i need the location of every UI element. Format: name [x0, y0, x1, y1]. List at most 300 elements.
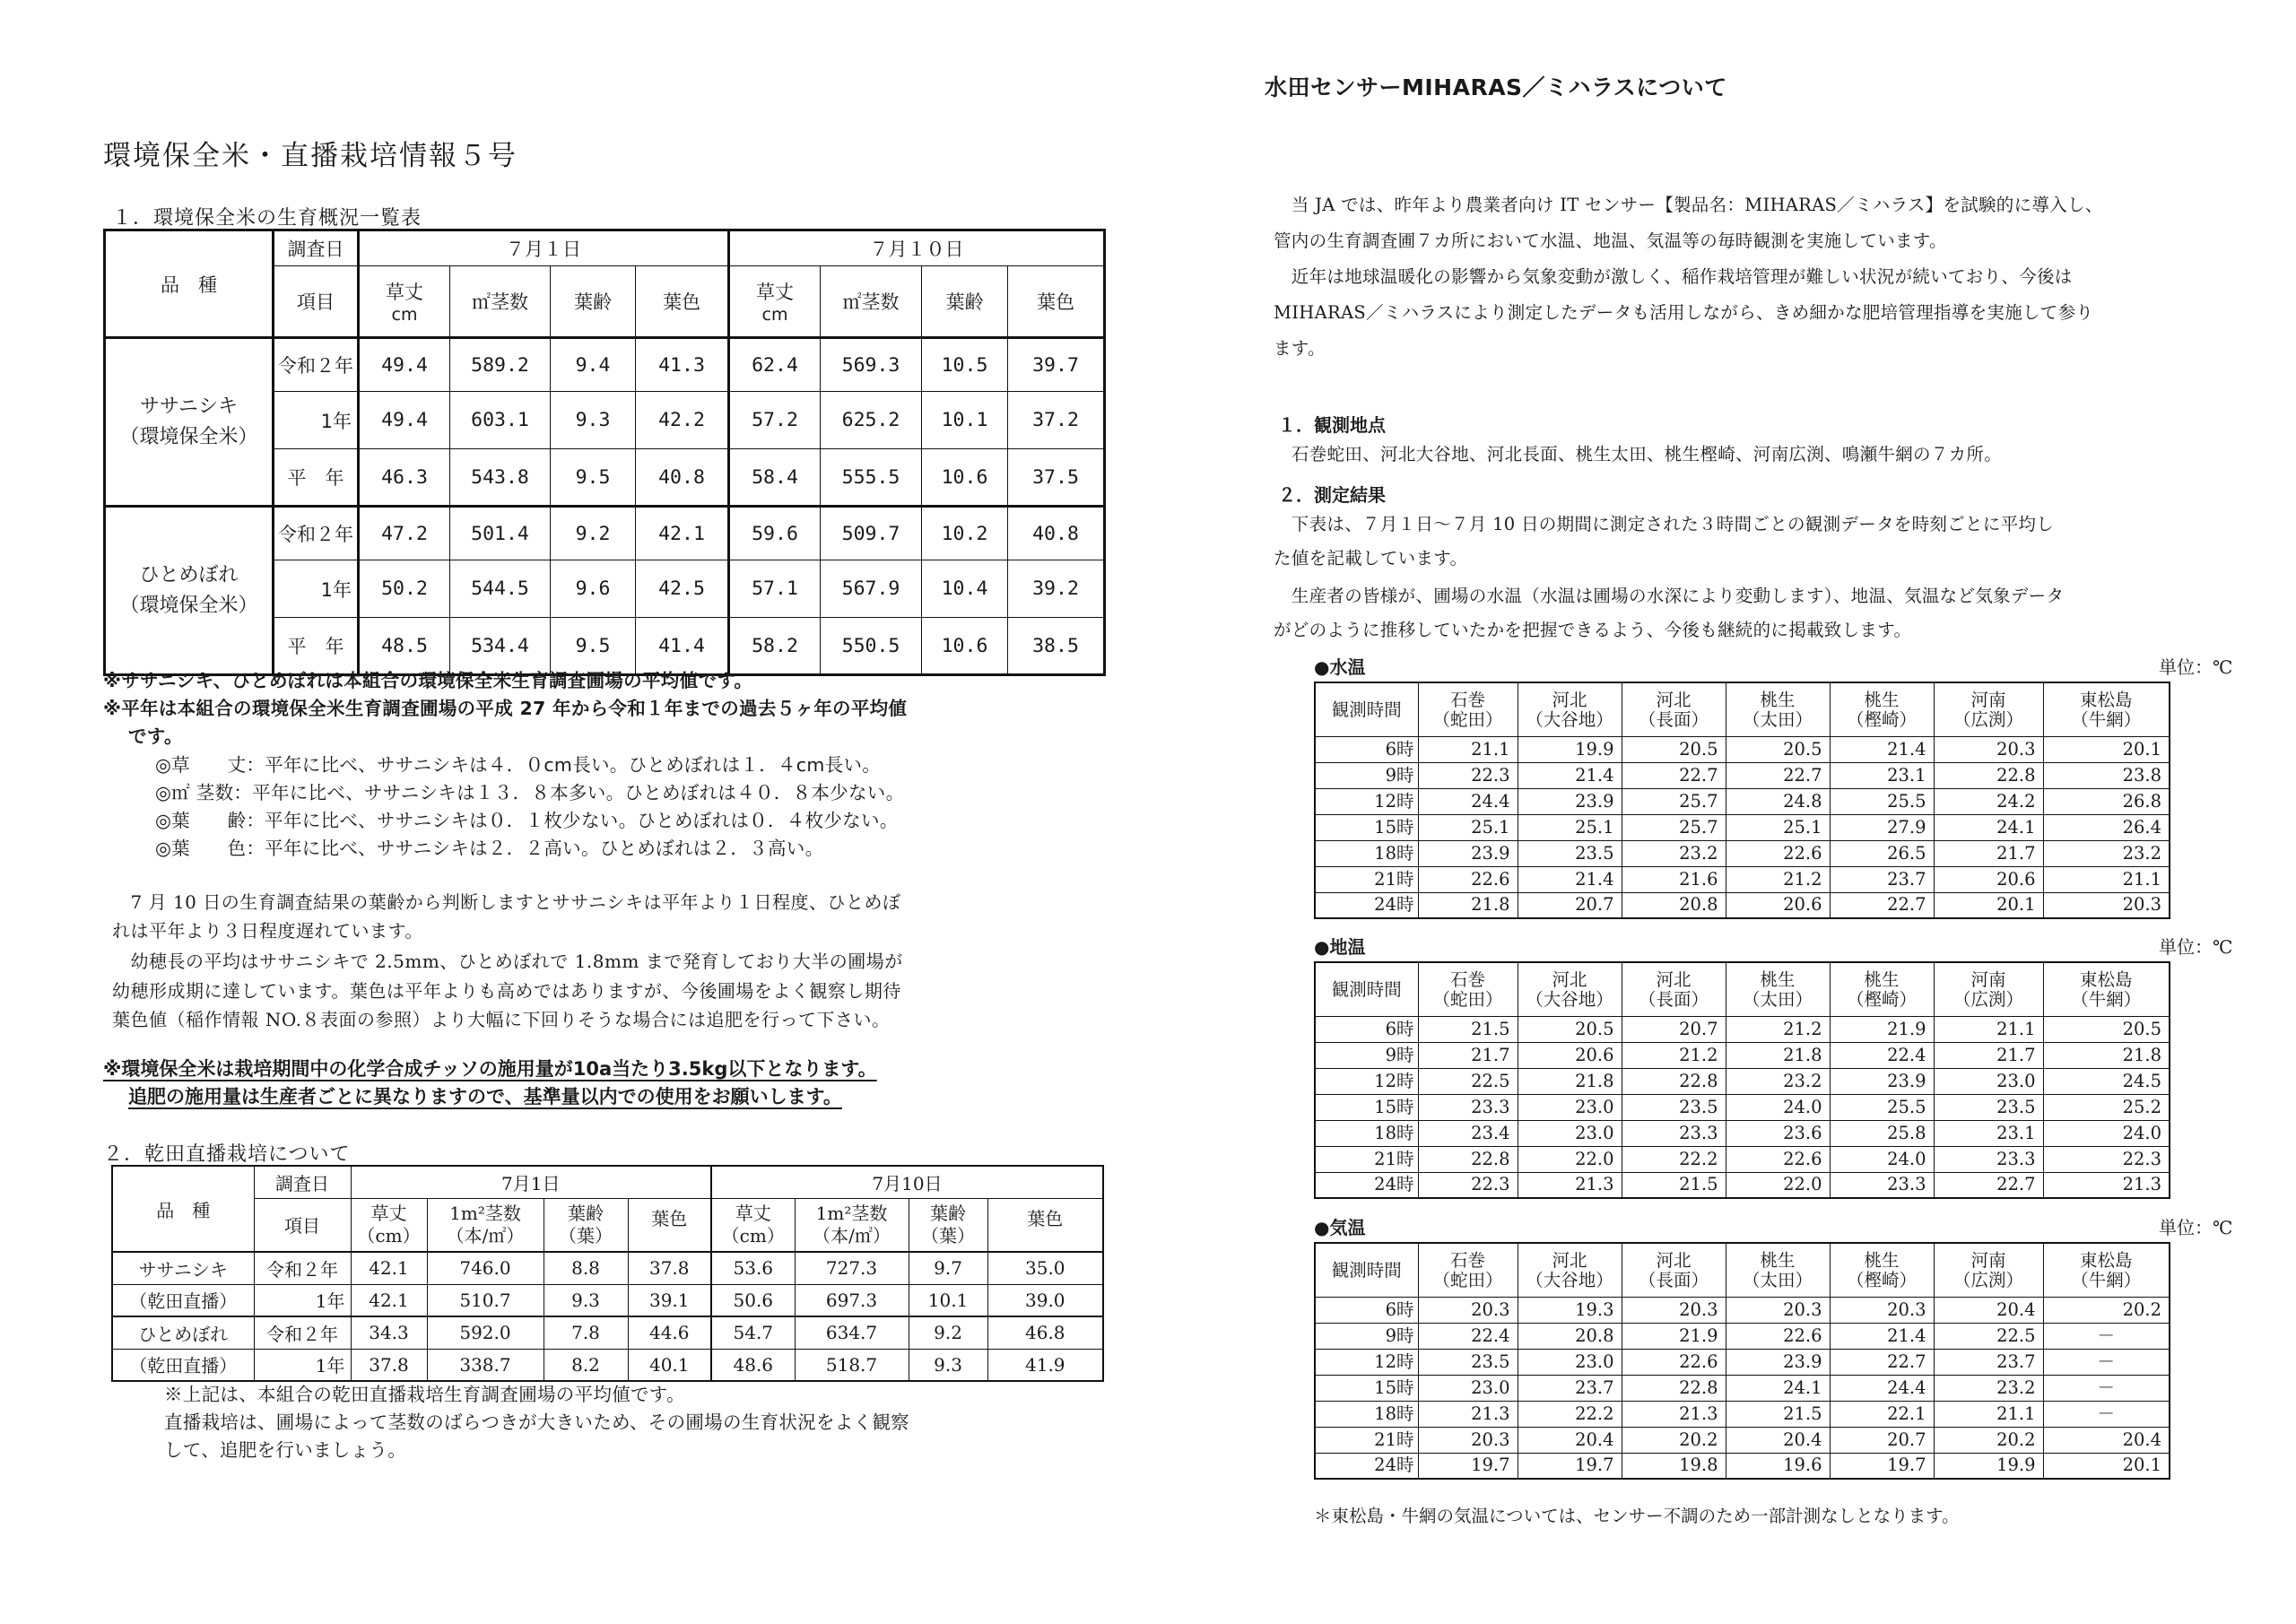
station-area: 河南	[1970, 689, 2006, 710]
value-cell: 25.1	[1518, 814, 1622, 840]
value-cell: 10.2	[922, 507, 1008, 560]
station-site: （広渕）	[1952, 708, 2023, 730]
growth-para-line: 幼穂長の平均はササニシキで 2.5mm、ひとめぼれで 1.8mm まで発育しており大半の圃場が	[112, 951, 903, 972]
value-cell: 20.4	[1934, 1297, 2043, 1323]
value-cell: 49.4	[359, 338, 450, 392]
col-height-label: 草丈	[386, 282, 423, 303]
value-cell: 23.9	[1726, 1349, 1830, 1375]
value-cell: 42.5	[636, 560, 729, 618]
value-cell: 23.9	[1518, 788, 1622, 814]
value-cell: 20.1	[2043, 1453, 2170, 1479]
value-cell: 9.6	[551, 560, 636, 618]
date2-header: ７月１０日	[729, 230, 1105, 266]
value-cell: 48.6	[711, 1349, 795, 1381]
date1-header: ７月１日	[359, 230, 729, 266]
station-site: （樫崎）	[1846, 708, 1917, 730]
value-cell: 544.5	[450, 560, 551, 618]
station-area: 河北	[1656, 1249, 1692, 1271]
value-cell: 23.2	[1726, 1068, 1830, 1094]
station-header	[1726, 1243, 1830, 1297]
time-cell: 6時	[1315, 1016, 1418, 1042]
time-cell: 21時	[1315, 1146, 1418, 1172]
col-stems	[795, 1198, 909, 1252]
col-leafage: 葉齢	[922, 266, 1008, 338]
direct-seeding-advice-cont: して、追肥を行いましょう。	[164, 1439, 406, 1461]
value-cell: 21.3	[1622, 1401, 1726, 1427]
variety-cell: ササニシキ	[112, 1252, 254, 1284]
stations-text: 石巻蛇田、河北大谷地、河北長面、桃生太田、桃生樫崎、河南広渕、鳴瀬牛網の７カ所。	[1292, 444, 2003, 465]
value-cell: 10.1	[909, 1284, 987, 1316]
value-cell: 10.6	[922, 449, 1008, 507]
date2-header: 7月10日	[711, 1166, 1103, 1198]
value-cell: 23.1	[1934, 1120, 2043, 1146]
value-cell: 23.9	[1418, 840, 1518, 866]
value-cell: 54.7	[711, 1316, 795, 1349]
value-cell: 46.8	[987, 1316, 1103, 1349]
section2-heading: ２．乾田直播栽培について	[103, 1143, 351, 1166]
col-height	[729, 266, 821, 338]
value-cell: 22.2	[1622, 1146, 1726, 1172]
station-header	[1418, 962, 1518, 1016]
value-cell: 501.4	[450, 507, 551, 560]
table-row	[1315, 1068, 2170, 1094]
row-label: 平 年	[274, 618, 359, 675]
value-cell: 40.1	[628, 1349, 711, 1381]
value-cell: 20.7	[1518, 892, 1622, 918]
time-cell: 15時	[1315, 1094, 1418, 1120]
value-cell: 9.4	[551, 338, 636, 392]
value-cell: 22.7	[1726, 762, 1830, 788]
value-cell: 20.6	[1726, 892, 1830, 918]
value-cell: 21.1	[1418, 736, 1518, 762]
station-area: 桃生	[1760, 1249, 1796, 1271]
col-leafcolor	[987, 1198, 1103, 1252]
value-cell: 37.5	[1008, 449, 1105, 507]
station-site: （蛇田）	[1432, 1269, 1503, 1290]
station-area: 桃生	[1760, 689, 1796, 710]
value-cell: 23.7	[1518, 1375, 1622, 1401]
station-header	[1622, 682, 1726, 736]
station-header	[1418, 1243, 1518, 1297]
station-site: （広渕）	[1952, 1269, 2023, 1290]
table-row	[1315, 788, 2170, 814]
value-cell: 22.6	[1726, 1323, 1830, 1349]
station-header	[1518, 1243, 1622, 1297]
value-cell: 23.4	[1418, 1120, 1518, 1146]
value-cell: 20.5	[1726, 736, 1830, 762]
value-cell: 19.9	[1518, 736, 1622, 762]
value-cell: 625.2	[821, 392, 922, 449]
value-cell: 23.7	[1830, 866, 1934, 892]
variety-sub: （環境保全米）	[119, 425, 258, 448]
col-height-unit: cm	[391, 305, 418, 325]
station-area: 河北	[1552, 689, 1587, 710]
time-cell: 9時	[1315, 762, 1418, 788]
value-cell: 26.4	[2043, 814, 2170, 840]
time-cell: 6時	[1315, 736, 1418, 762]
compare-stems: ◎㎡ 茎数：平年に比べ、ササニシキは１３．８本多い。ひとめぼれは４０．８本少ない。	[155, 782, 905, 803]
note-average: ※ササニシキ、ひとめぼれは本組合の環境保全米生育調査圃場の平均値です。	[103, 670, 753, 691]
value-cell: 20.3	[2043, 892, 2170, 918]
value-cell: 22.8	[1418, 1146, 1518, 1172]
value-cell: 24.2	[1934, 788, 2043, 814]
variety-cell: （乾田直播）	[112, 1284, 254, 1316]
value-cell: 21.3	[1518, 1172, 1622, 1198]
value-cell: 21.1	[1934, 1016, 2043, 1042]
document-title: 環境保全米・直播栽培情報５号	[103, 140, 517, 172]
col-leafage-unit: （葉）	[559, 1224, 613, 1246]
table-row	[1315, 1172, 2170, 1198]
time-header: 観測時間	[1315, 962, 1418, 1016]
time-cell: 24時	[1315, 892, 1418, 918]
col-height-unit: cm	[761, 305, 788, 325]
variety-cell: （乾田直播）	[112, 1349, 254, 1381]
station-area: 河北	[1552, 968, 1587, 990]
value-cell: 25.1	[1418, 814, 1518, 840]
sensor-table	[1314, 682, 2170, 919]
results-text: 下表は、７月１日～７月 10 日の期間に測定された３時間ごとの観測データを時刻ごとに平均し	[1274, 514, 2055, 534]
value-cell: 21.5	[1622, 1172, 1726, 1198]
value-cell: 24.8	[1726, 788, 1830, 814]
value-cell: 20.8	[1518, 1323, 1622, 1349]
table-row	[112, 1316, 1103, 1349]
value-cell: 20.1	[2043, 736, 2170, 762]
value-cell: 23.7	[1934, 1349, 2043, 1375]
time-cell: 12時	[1315, 1068, 1418, 1094]
value-cell: 24.1	[1726, 1375, 1830, 1401]
value-cell: 20.2	[1934, 1427, 2043, 1453]
value-cell: 24.0	[1726, 1094, 1830, 1120]
value-cell: 25.2	[2043, 1094, 2170, 1120]
variety-sub: （環境保全米）	[119, 594, 258, 617]
time-cell: 18時	[1315, 840, 1418, 866]
station-area: 東松島	[2079, 1249, 2133, 1271]
value-cell: 25.7	[1622, 814, 1726, 840]
station-site: （牛網）	[2071, 1269, 2142, 1290]
station-area: 桃生	[1864, 968, 1900, 990]
value-cell: 21.8	[1418, 892, 1518, 918]
station-header	[1622, 1243, 1726, 1297]
value-cell: 23.5	[1622, 1094, 1726, 1120]
value-cell: 22.7	[1830, 1349, 1934, 1375]
intro-line: 当 JA では、昨年より農業者向け IT センサー【製品名：MIHARAS／ミハラス】を試験的に導入し、	[1274, 195, 2103, 215]
value-cell: 634.7	[795, 1316, 909, 1349]
table-row	[1315, 840, 2170, 866]
station-area: 桃生	[1864, 1249, 1900, 1271]
value-cell: 22.6	[1726, 1146, 1830, 1172]
col-height	[711, 1198, 795, 1252]
station-site: （蛇田）	[1432, 988, 1503, 1010]
col-leafage: 葉齢	[551, 266, 636, 338]
value-cell: 48.5	[359, 618, 450, 675]
col-leafage	[909, 1198, 987, 1252]
table-row	[1315, 1146, 2170, 1172]
col-leafage-label: 葉齢	[568, 1202, 604, 1224]
value-cell: 25.5	[1830, 788, 1934, 814]
col-stems-label: 1m²茎数	[449, 1202, 521, 1224]
intro-line: MIHARAS／ミハラスにより測定したデータも活用しながら、きめ細かな肥培管理指導を実施して参り	[1274, 302, 2094, 323]
value-cell: 26.8	[2043, 788, 2170, 814]
value-cell: 21.1	[1934, 1401, 2043, 1427]
value-cell: 20.3	[1622, 1297, 1726, 1323]
value-cell: 27.9	[1830, 814, 1934, 840]
intro-line: 管内の生育調査圃７カ所において水温、地温、気温等の毎時観測を実施しています。	[1274, 230, 1947, 251]
station-area: 河北	[1552, 1249, 1587, 1271]
station-site: （長面）	[1638, 708, 1709, 730]
value-cell: 37.8	[351, 1349, 427, 1381]
value-cell: 37.8	[628, 1252, 711, 1284]
value-cell: 9.5	[551, 449, 636, 507]
station-area: 東松島	[2079, 968, 2133, 990]
table-row	[1315, 866, 2170, 892]
intro-line: ます。	[1274, 338, 1326, 359]
value-cell: 22.6	[1622, 1349, 1726, 1375]
station-header	[2043, 682, 2170, 736]
value-cell: 24.1	[1934, 814, 2043, 840]
value-cell: 746.0	[427, 1252, 544, 1284]
sensor-footnote: ＊東松島・牛網の気温については、センサー不調のため一部計測なしとなります。	[1314, 1506, 1960, 1526]
value-cell: 24.0	[2043, 1120, 2170, 1146]
value-cell: 20.3	[1418, 1427, 1518, 1453]
table-row	[1315, 1016, 2170, 1042]
unit-label: 単位：℃	[2159, 1217, 2233, 1238]
table-row	[1315, 1427, 2170, 1453]
value-cell: 41.4	[636, 618, 729, 675]
direct-seeding-note: ※上記は、本組合の乾田直播栽培生育調査圃場の平均値です。	[164, 1384, 685, 1405]
col-stems-label: 1m²茎数	[815, 1202, 888, 1224]
table-row	[1315, 1094, 2170, 1120]
value-cell: 22.2	[1518, 1401, 1622, 1427]
value-cell: 10.6	[922, 618, 1008, 675]
value-cell: 8.8	[544, 1252, 628, 1284]
value-cell: 24.0	[1830, 1146, 1934, 1172]
col-height-label: 草丈	[370, 1202, 407, 1224]
value-cell: 20.7	[1622, 1016, 1726, 1042]
value-cell: 20.3	[1726, 1297, 1830, 1323]
value-cell: 59.6	[729, 507, 821, 560]
value-cell: 518.7	[795, 1349, 909, 1381]
value-cell: 23.3	[1934, 1146, 2043, 1172]
compare-leafcolor: ◎葉 色：平年に比べ、ササニシキは２．２高い。ひとめぼれは２．３高い。	[155, 838, 824, 859]
value-cell: 19.8	[1622, 1453, 1726, 1479]
value-cell: 62.4	[729, 338, 821, 392]
station-area: 桃生	[1864, 689, 1900, 710]
value-cell: 46.3	[359, 449, 450, 507]
value-cell: 41.3	[636, 338, 729, 392]
time-header: 観測時間	[1315, 1243, 1418, 1297]
col-stems-unit: （本/㎡）	[446, 1224, 525, 1246]
value-cell: 40.8	[636, 449, 729, 507]
value-cell: 58.4	[729, 449, 821, 507]
value-cell: 23.3	[1418, 1094, 1518, 1120]
value-cell: 24.5	[2043, 1068, 2170, 1094]
col-height-unit: （cm）	[721, 1224, 785, 1246]
variety-cell: ひとめぼれ	[112, 1316, 254, 1349]
value-cell: 49.4	[359, 392, 450, 449]
value-cell: 338.7	[427, 1349, 544, 1381]
station-site: （樫崎）	[1846, 1269, 1917, 1290]
row-label: 令和２年	[254, 1316, 351, 1349]
station-header	[1934, 1243, 2043, 1297]
value-cell: 9.7	[909, 1252, 987, 1284]
value-cell: 21.3	[1418, 1401, 1518, 1427]
row-label: 令和２年	[274, 507, 359, 560]
table-header-row	[1315, 682, 2170, 736]
value-cell: 21.9	[1830, 1016, 1934, 1042]
table-header-row	[112, 1198, 1103, 1252]
value-cell: 50.6	[711, 1284, 795, 1316]
value-cell: 20.8	[1622, 892, 1726, 918]
value-cell: 7.8	[544, 1316, 628, 1349]
variety-cell	[105, 338, 274, 507]
sensor-table	[1314, 961, 2170, 1199]
station-header	[1518, 682, 1622, 736]
value-cell: 23.6	[1726, 1120, 1830, 1146]
table-row	[1315, 736, 2170, 762]
station-header	[1518, 962, 1622, 1016]
value-cell: 21.8	[1726, 1042, 1830, 1068]
station-header	[1726, 682, 1830, 736]
value-cell: 40.8	[1008, 507, 1105, 560]
value-cell: 25.7	[1622, 788, 1726, 814]
table-row	[1315, 1120, 2170, 1146]
value-cell: 57.1	[729, 560, 821, 618]
value-cell: 35.0	[987, 1252, 1103, 1284]
value-cell: 21.2	[1726, 866, 1830, 892]
value-cell: 20.7	[1830, 1427, 1934, 1453]
value-cell: 22.0	[1726, 1172, 1830, 1198]
station-area: 河南	[1970, 968, 2006, 990]
time-cell: 9時	[1315, 1042, 1418, 1068]
station-site: （太田）	[1742, 708, 1813, 730]
value-cell: 20.4	[2043, 1427, 2170, 1453]
value-cell: 23.2	[1934, 1375, 2043, 1401]
value-cell: 8.2	[544, 1349, 628, 1381]
col-leafage	[544, 1198, 628, 1252]
survey-date-header: 調査日	[274, 230, 359, 266]
value-cell: 23.0	[1518, 1120, 1622, 1146]
table-header-row	[1315, 1243, 2170, 1297]
value-cell: 22.3	[2043, 1146, 2170, 1172]
value-cell: 20.3	[1934, 736, 2043, 762]
station-site: （大谷地）	[1526, 1269, 1613, 1290]
results-text: がどのように推移していたかを把握できるよう、今後も継続的に掲載致します。	[1274, 620, 1912, 640]
station-area: 東松島	[2079, 689, 2133, 710]
table-row	[1315, 1323, 2170, 1349]
value-cell: 9.3	[909, 1349, 987, 1381]
warning-topdressing: 追肥の施用量は生産者ごとに異なりますので、基準量以内での使用をお願いします。	[128, 1086, 842, 1107]
station-area: 河北	[1656, 968, 1692, 990]
value-cell: 23.2	[2043, 840, 2170, 866]
value-cell: 58.2	[729, 618, 821, 675]
section1-heading: １．環境保全米の生育概況一覧表	[112, 207, 422, 230]
station-site: （長面）	[1638, 1269, 1709, 1290]
item-header: 項目	[254, 1198, 351, 1252]
col-leafage-label: 葉齢	[930, 1202, 967, 1224]
value-cell: 20.4	[1726, 1427, 1830, 1453]
value-cell: 21.7	[1934, 840, 2043, 866]
value-cell: 21.5	[1418, 1016, 1518, 1042]
value-cell: 22.8	[1934, 762, 2043, 788]
table-row	[1315, 1375, 2170, 1401]
station-header	[1934, 682, 2043, 736]
value-cell: 509.7	[821, 507, 922, 560]
growth-para-line: 幼穂形成期に達しています。葉色は平年よりも高めではありますが、今後圃場をよく観察し期待	[112, 980, 901, 1002]
direct-seeding-advice: 直播栽培は、圃場によって茎数のばらつきが大きいため、その圃場の生育状況をよく観察	[164, 1411, 909, 1433]
row-label: 1年	[274, 392, 359, 449]
compare-height: ◎草 丈：平年に比べ、ササニシキは４．０cm長い。ひとめぼれは１．４cm長い。	[155, 754, 882, 776]
value-cell: 555.5	[821, 449, 922, 507]
value-cell: 22.4	[1830, 1042, 1934, 1068]
value-cell: 21.7	[1418, 1042, 1518, 1068]
time-cell: 24時	[1315, 1453, 1418, 1479]
value-cell: 23.2	[1622, 840, 1726, 866]
value-cell: 20.5	[1622, 736, 1726, 762]
col-leafcolor	[628, 1198, 711, 1252]
value-cell: 23.5	[1418, 1349, 1518, 1375]
time-cell: 24時	[1315, 1172, 1418, 1198]
col-stems: ㎡茎数	[821, 266, 922, 338]
value-cell: 21.4	[1518, 762, 1622, 788]
value-cell: 20.3	[1418, 1297, 1518, 1323]
value-cell: 534.4	[450, 618, 551, 675]
growth-para-line: 葉色値（稲作情報 NO.８表面の参照）より大幅に下回りそうな場合には追肥を行って下さい。	[112, 1009, 891, 1030]
direct-seeding-table	[111, 1165, 1104, 1382]
time-cell: 21時	[1315, 1427, 1418, 1453]
time-cell: 21時	[1315, 866, 1418, 892]
results-text: 生産者の皆様が、圃場の水温（水温は圃場の水深により変動します）、地温、気温など気象データ	[1274, 586, 2065, 606]
value-cell: 22.4	[1418, 1323, 1518, 1349]
value-cell: 22.5	[1418, 1068, 1518, 1094]
table-header-row	[112, 1166, 1103, 1198]
station-site: （太田）	[1742, 1269, 1813, 1290]
row-label: 1年	[274, 560, 359, 618]
value-cell: 20.6	[1934, 866, 2043, 892]
variety-name: ササニシキ	[139, 395, 239, 418]
station-header	[2043, 962, 2170, 1016]
value-cell: 21.7	[1934, 1042, 2043, 1068]
value-cell: 22.8	[1622, 1375, 1726, 1401]
value-cell: 22.7	[1622, 762, 1726, 788]
results-text: た値を記載しています。	[1274, 548, 1468, 569]
value-cell: 21.4	[1830, 736, 1934, 762]
col-stems-unit: （本/㎡）	[813, 1224, 891, 1246]
value-cell: 50.2	[359, 560, 450, 618]
variety-header: 品 種	[105, 230, 274, 338]
col-height-label: 草丈	[756, 282, 794, 303]
station-header	[2043, 1243, 2170, 1297]
value-cell: 19.9	[1934, 1453, 2043, 1479]
value-cell: 567.9	[821, 560, 922, 618]
value-cell: 22.5	[1934, 1323, 2043, 1349]
value-cell: 19.7	[1518, 1453, 1622, 1479]
row-label: 1年	[254, 1349, 351, 1381]
sensor-table-label: ●水温	[1314, 656, 1366, 678]
value-cell: 41.9	[987, 1349, 1103, 1381]
value-cell: 20.5	[1518, 1016, 1622, 1042]
station-site: （長面）	[1638, 988, 1709, 1010]
stations-heading: １．観測地点	[1278, 414, 1386, 436]
right-page	[1148, 0, 2296, 1624]
value-cell: 10.5	[922, 338, 1008, 392]
value-cell: 22.6	[1726, 840, 1830, 866]
col-height	[359, 266, 450, 338]
value-cell: 39.0	[987, 1284, 1103, 1316]
table-row	[1315, 1453, 2170, 1479]
station-site: （牛網）	[2071, 708, 2142, 730]
value-cell: 22.8	[1622, 1068, 1726, 1094]
value-cell: 42.1	[351, 1252, 427, 1284]
